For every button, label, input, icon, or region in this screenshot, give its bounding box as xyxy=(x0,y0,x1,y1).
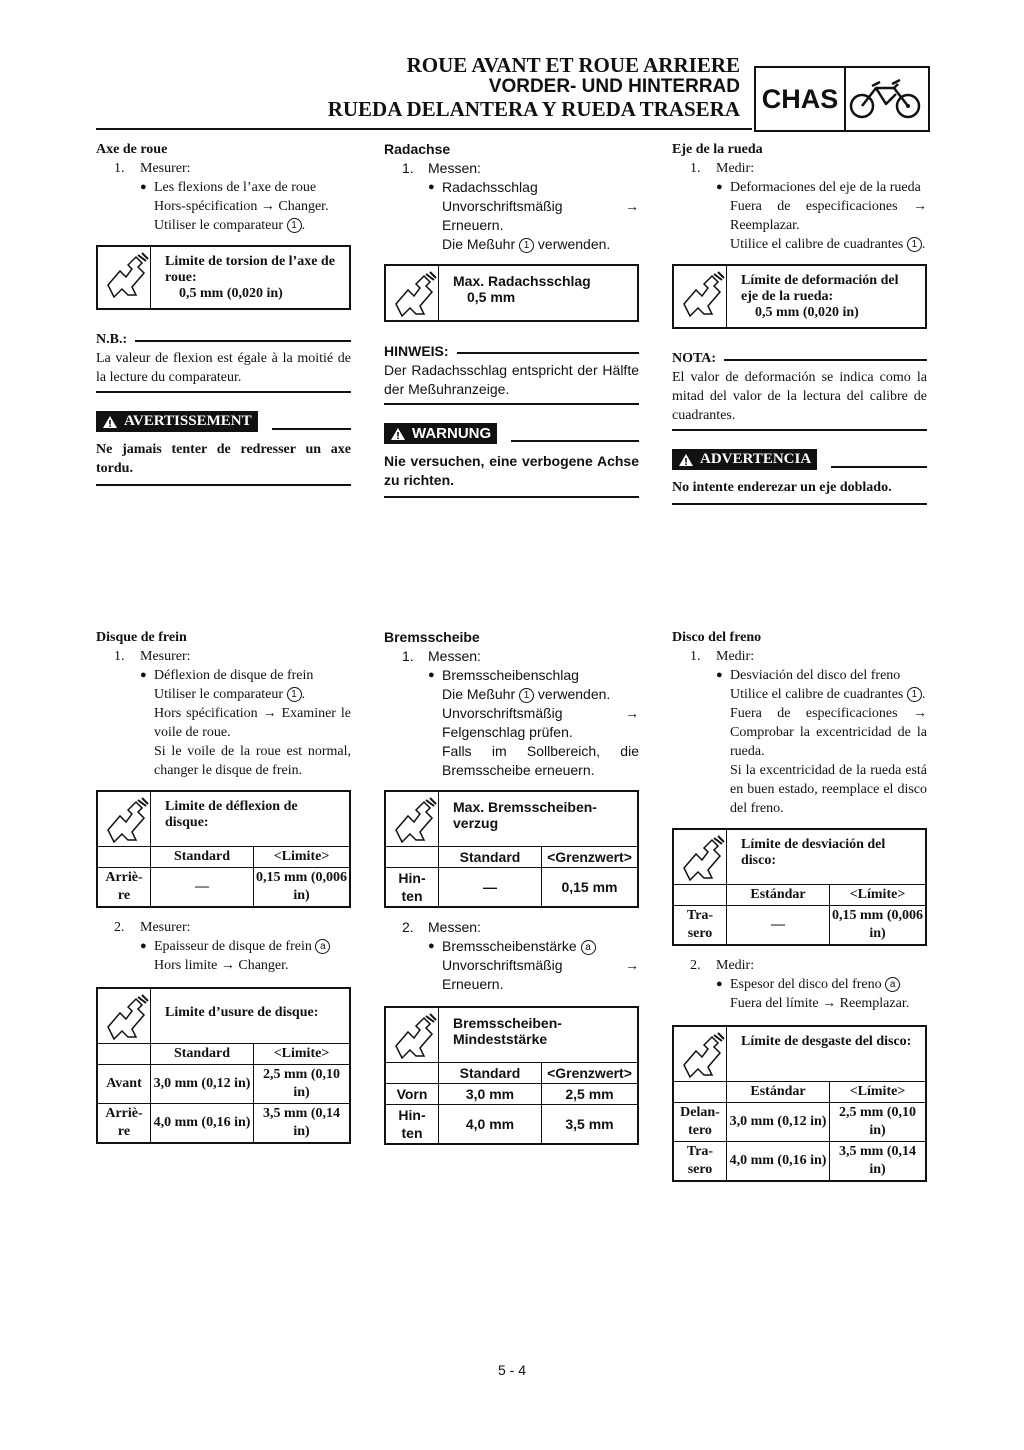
warning-icon xyxy=(678,453,694,467)
de-disc-step2: 2. Messen: xyxy=(402,919,481,935)
de-disc-title: Bremsscheibe xyxy=(384,629,480,645)
fr-axle-note-body: La valeur de flexion est égale à la moitié de la lecture du comparateur. xyxy=(96,349,351,393)
callout-1: 1 xyxy=(907,687,922,702)
callout-1: 1 xyxy=(907,237,922,252)
spec-table: Estándar <Límite> Delan-tero 3,0 mm (0,12 in) 2,5 mm (0,10 in) Tra-sero 4,0 mm (0,16 in) 3,5 mm (0,14 in) xyxy=(674,1081,925,1180)
fr-axle-section xyxy=(96,140,351,486)
es-axle-warning-head: ADVERTENCIA xyxy=(672,449,927,470)
es-disc-step1: 1. Medir: xyxy=(690,649,755,664)
spec-table: Standard <Limite> Arriè-re — 0,15 mm (0,006 in) xyxy=(98,846,349,906)
caliper-icon xyxy=(102,993,150,1041)
fr-disc-title: Disque de frein xyxy=(96,630,187,645)
spec-table: Estándar <Límite> Tra-sero — 0,15 mm (0,006 in) xyxy=(674,884,925,944)
warning-icon xyxy=(390,427,406,441)
fr-disc-bullet2: ● Epaisseur de disque de frein a Hors limite → Changer. xyxy=(140,937,351,975)
fr-disc-bullet: ● Déflexion de disque de frein Utiliser le comparateur 1 . Hors spécification → Examiner le voile de roue. Si le voile de la roue est normal, changer le disque de frein. xyxy=(140,668,351,778)
es-axle-note-head: NOTA: xyxy=(672,349,927,368)
fr-disc-step1: 1. Mesurer: xyxy=(114,649,191,664)
de-axle-note-body: Der Radachsschlag entspricht der Hälfte der Meßuhranzeige. xyxy=(384,361,639,405)
title-es: RUEDA DELANTERA Y RUEDA TRASERA xyxy=(327,97,740,121)
callout-1: 1 xyxy=(519,238,534,253)
title-fr: ROUE AVANT ET ROUE ARRIERE xyxy=(406,53,740,77)
fr-disc-step2: 2. Mesurer: xyxy=(114,920,191,935)
es-axle-step1: 1. Medir: xyxy=(690,161,755,176)
callout-a: a xyxy=(885,977,900,992)
de-axle-title: Radachse xyxy=(384,141,451,157)
de-axle-warning-body: Nie versuchen, eine verbogene Achse zu richten. xyxy=(384,444,639,498)
es-axle-warning-body: No intente enderezar un eje doblado. xyxy=(672,470,927,505)
es-axle-section xyxy=(672,140,927,505)
es-axle-spec-box: Límite de deformación del eje de la rueda: 0,5 mm (0,020 in) xyxy=(672,264,927,329)
caliper-icon xyxy=(390,1012,438,1060)
caliper-icon xyxy=(678,1031,726,1079)
es-disc-section xyxy=(672,628,927,1182)
callout-1: 1 xyxy=(287,687,302,702)
header-rule xyxy=(96,128,752,130)
de-axle-bullet: ● Radachsschlag Unvorschriftsmäßig → Erneuern. Die Meßuhr 1 verwenden. xyxy=(428,179,639,252)
fr-axle-note-head: N.B.: xyxy=(96,330,351,349)
es-disc-title: Disco del freno xyxy=(672,630,762,645)
es-disc-bullet: ● Desviación del disco del freno Utilice el calibre de cuadrantes 1 . Fuera de especificaciones → Comprobar la excentricidad de la rueda. Si la excentricidad de la rueda está en buen estado, reemplace el disco del freno. xyxy=(716,668,927,816)
fr-axle-spec-box: Limite de torsion de l’axe de roue: 0,5 mm (0,020 in) xyxy=(96,245,351,310)
title-de: VORDER- UND HINTERRAD xyxy=(488,76,740,97)
fr-disc-wear-spec: Limite d’usure de disque: Standard <Limite> Avant 3,0 mm (0,12 in) 2,5 mm (0,10 in) Arriè-re 4,0 mm (0,16 in) 3,5 mm (0,14 in) xyxy=(96,987,351,1144)
header-titles xyxy=(328,54,740,120)
caliper-icon xyxy=(678,834,726,882)
caliper-icon xyxy=(390,796,438,844)
de-axle-section xyxy=(384,140,639,498)
es-disc-deflection-spec: Límite de desviación del disco: Estándar <Límite> Tra-sero — 0,15 mm (0,006 in) xyxy=(672,828,927,946)
de-axle-note-head: HINWEIS: xyxy=(384,342,639,361)
caliper-icon xyxy=(102,251,150,299)
caliper-icon xyxy=(102,796,150,844)
fr-axle-bullet: ● Les flexions de l’axe de roue Hors-spécification → Changer. Utiliser le comparateur 1 . xyxy=(140,180,329,233)
de-disc-section xyxy=(384,628,639,1145)
page-number: 5 - 4 xyxy=(497,1362,526,1378)
de-disc-wear-spec: Bremsscheiben-Mindeststärke Standard <Grenzwert> Vorn 3,0 mm 2,5 mm Hin-ten 4,0 mm 3,5 mm xyxy=(384,1006,639,1145)
de-disc-bullet2: ● Bremsscheibenstärke a Unvorschriftsmäßig → Erneuern. xyxy=(428,938,639,992)
fr-axle-step1: 1. Mesurer: xyxy=(114,161,191,176)
fr-axle-title: Axe de roue xyxy=(96,142,168,157)
section-code: CHAS xyxy=(756,68,846,130)
es-axle-title: Eje de la rueda xyxy=(672,142,763,157)
spec-table: Standard <Grenzwert> Vorn 3,0 mm 2,5 mm Hin-ten 4,0 mm 3,5 mm xyxy=(386,1062,637,1143)
es-disc-wear-spec: Límite de desgaste del disco: Estándar <Límite> Delan-tero 3,0 mm (0,12 in) 2,5 mm (0,10 in) Tra-sero 4,0 mm (0,16 in) 3,5 mm (0,14 in) xyxy=(672,1025,927,1182)
es-axle-note-body: El valor de deformación se indica como la mitad del valor de la lectura del calibre de cuadrantes. xyxy=(672,368,927,431)
fr-axle-warning-body: Ne jamais tenter de redresser un axe tordu. xyxy=(96,432,351,486)
warning-icon xyxy=(102,415,118,429)
spec-table: Standard <Limite> Avant 3,0 mm (0,12 in) 2,5 mm (0,10 in) Arriè-re 4,0 mm (0,16 in) 3,5 mm (0,14 in) xyxy=(98,1043,349,1142)
de-disc-step1: 1. Messen: xyxy=(402,648,481,664)
section-badge xyxy=(754,66,930,132)
motorcycle-icon xyxy=(848,74,924,124)
es-disc-step2: 2. Medir: xyxy=(690,958,755,973)
page-header xyxy=(96,54,930,130)
callout-1: 1 xyxy=(287,218,302,233)
es-axle-bullet: ● Deformaciones del eje de la rueda Fuera de especificaciones → Reemplazar. Utilice el calibre de cuadrantes 1 . xyxy=(716,180,927,252)
es-disc-bullet2: ● Espesor del disco del freno a Fuera del límite → Reemplazar. xyxy=(716,977,910,1011)
caliper-icon xyxy=(678,270,726,318)
caliper-icon xyxy=(390,270,438,318)
de-disc-deflection-spec: Max. Bremsscheiben-verzug Standard <Grenzwert> Hin-ten — 0,15 mm xyxy=(384,790,639,908)
de-axle-spec-box: Max. Radachsschlag 0,5 mm xyxy=(384,264,639,322)
callout-a: a xyxy=(581,940,596,955)
de-axle-warning-head: WARNUNG xyxy=(384,423,639,444)
callout-1: 1 xyxy=(519,688,534,703)
de-axle-step1: 1. Messen: xyxy=(402,160,481,176)
spec-table: Standard <Grenzwert> Hin-ten — 0,15 mm xyxy=(386,846,637,906)
fr-axle-warning-head: AVERTISSEMENT xyxy=(96,411,351,432)
de-disc-bullet: ● Bremsscheibenschlag Die Meßuhr 1 verwenden. Unvorschriftsmäßig → Felgenschlag prüfen. Falls im Sollbereich, die Bremsscheibe erneuern. xyxy=(428,667,639,778)
fr-disc-section xyxy=(96,628,351,1144)
fr-disc-deflection-spec: Limite de déflexion de disque: Standard <Limite> Arriè-re — 0,15 mm (0,006 in) xyxy=(96,790,351,908)
callout-a: a xyxy=(315,939,330,954)
